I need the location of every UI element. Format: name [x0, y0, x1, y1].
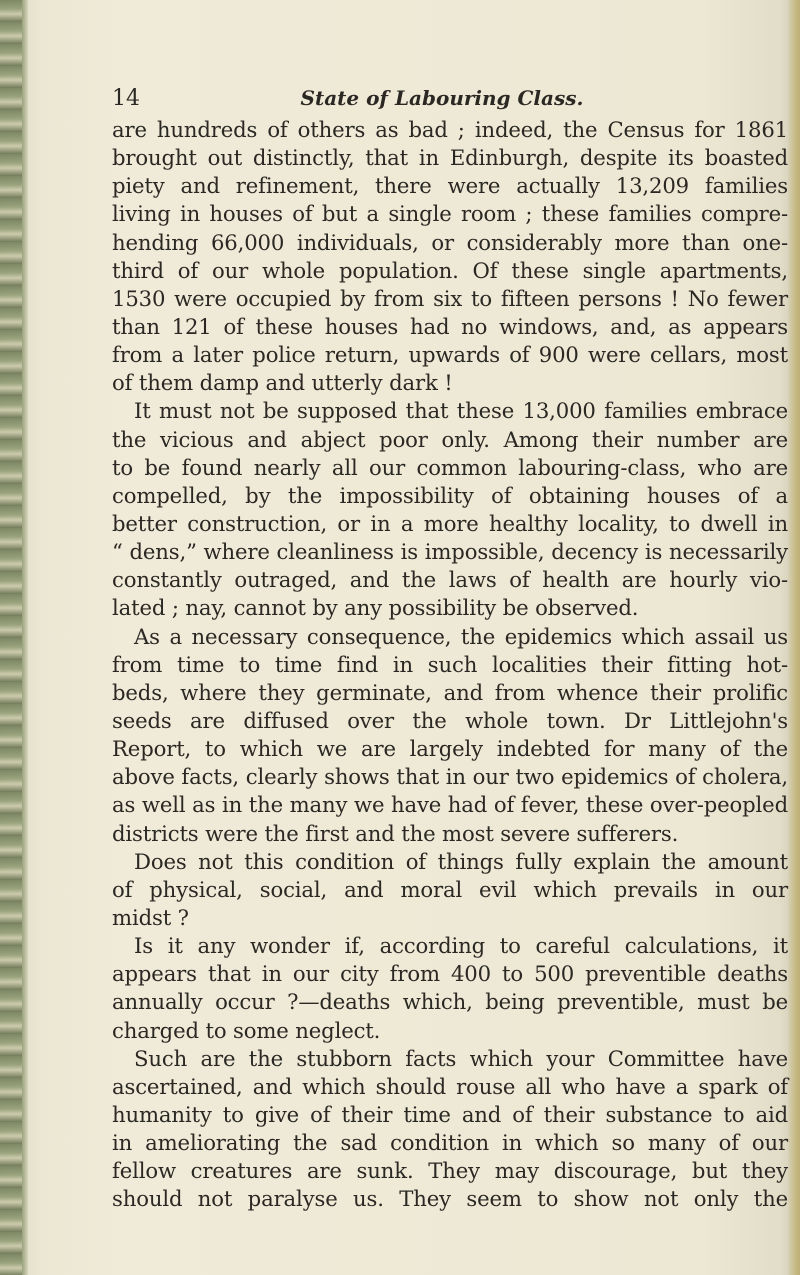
- running-title: State of Labouring Class.: [300, 86, 584, 110]
- text-line: of them damp and utterly dark !: [112, 370, 453, 396]
- text-line: hending 66,000 individuals, or considerably more than one-: [112, 229, 788, 255]
- text-line: than 121 of these houses had no windows, and, as appears: [112, 313, 788, 339]
- running-header: [112, 86, 772, 112]
- text-line: to be found nearly all our common labouring-class, who are: [112, 454, 788, 480]
- text-line: constantly outraged, and the laws of health are hourly vio-: [112, 567, 788, 593]
- page-edge: [788, 0, 800, 1275]
- text-line: compelled, by the impossibility of obtaining houses of a: [112, 482, 788, 508]
- page-number: 14: [112, 86, 140, 111]
- text-line: better construction, or in a more healthy locality, to dwell in: [112, 510, 788, 536]
- text-line: Is it any wonder if, according to careful calculations, it: [134, 933, 788, 959]
- text-line: are hundreds of others as bad ; indeed, the Census for 1861: [112, 117, 788, 142]
- text-line: of physical, social, and moral evil which prevails in our: [112, 876, 788, 902]
- body-text: [112, 116, 788, 1213]
- binding-shadow: [22, 0, 28, 1275]
- text-line: third of our whole population. Of these single apartments,: [112, 257, 788, 283]
- text-line: above facts, clearly shows that in our two epidemics of cholera,: [112, 764, 788, 790]
- text-line: from a later police return, upwards of 900 were cellars, most: [112, 342, 788, 368]
- text-line: Report, to which we are largely indebted for many of the: [112, 736, 788, 762]
- text-line: Does not this condition of things fully explain the amount: [134, 848, 788, 874]
- text-line: humanity to give of their time and of their substance to aid: [112, 1101, 788, 1127]
- text-line: beds, where they germinate, and from whence their prolific: [112, 679, 788, 705]
- text-line: districts were the first and the most severe sufferers.: [112, 820, 679, 846]
- text-line: “ dens,” where cleanliness is impossible, decency is necessarily: [112, 539, 788, 565]
- text-line: in ameliorating the sad condition in which so many of our: [112, 1130, 788, 1156]
- text-line: annually occur ?—deaths which, being preventible, must be: [112, 989, 788, 1015]
- text-line: should not paralyse us. They seem to show not only the: [112, 1186, 788, 1212]
- text-line: midst ?: [112, 904, 189, 930]
- text-line: lated ; nay, cannot by any possibility be observed.: [112, 595, 639, 621]
- binding-gutter: [0, 0, 22, 1275]
- text-line: as well as in the many we have had of fever, these over-peopled: [112, 792, 788, 818]
- text-line: seeds are diffused over the whole town. Dr Littlejohn's: [112, 707, 788, 733]
- text-line: 1530 were occupied by from six to fifteen persons ! No fewer: [112, 285, 788, 311]
- text-line: fellow creatures are sunk. They may discourage, but they: [112, 1158, 788, 1184]
- text-line: charged to some neglect.: [112, 1017, 381, 1043]
- text-line: It must not be supposed that these 13,000 families embrace: [134, 398, 788, 424]
- text-line: Such are the stubborn facts which your Committee have: [134, 1045, 788, 1071]
- text-line: piety and refinement, there were actually 13,209 families: [112, 173, 788, 199]
- text-line: from time to time find in such localities their fitting hot-: [112, 651, 788, 677]
- text-line: As a necessary consequence, the epidemics which assail us: [134, 623, 788, 649]
- text-line: the vicious and abject poor only. Among their number are: [112, 426, 788, 452]
- text-line: appears that in our city from 400 to 500 preventible deaths: [112, 961, 788, 987]
- text-line: brought out distinctly, that in Edinburgh, despite its boasted: [112, 145, 788, 171]
- text-line: ascertained, and which should rouse all who have a spark of: [112, 1073, 788, 1099]
- text-line: living in houses of but a single room ; these families compre-: [112, 201, 788, 227]
